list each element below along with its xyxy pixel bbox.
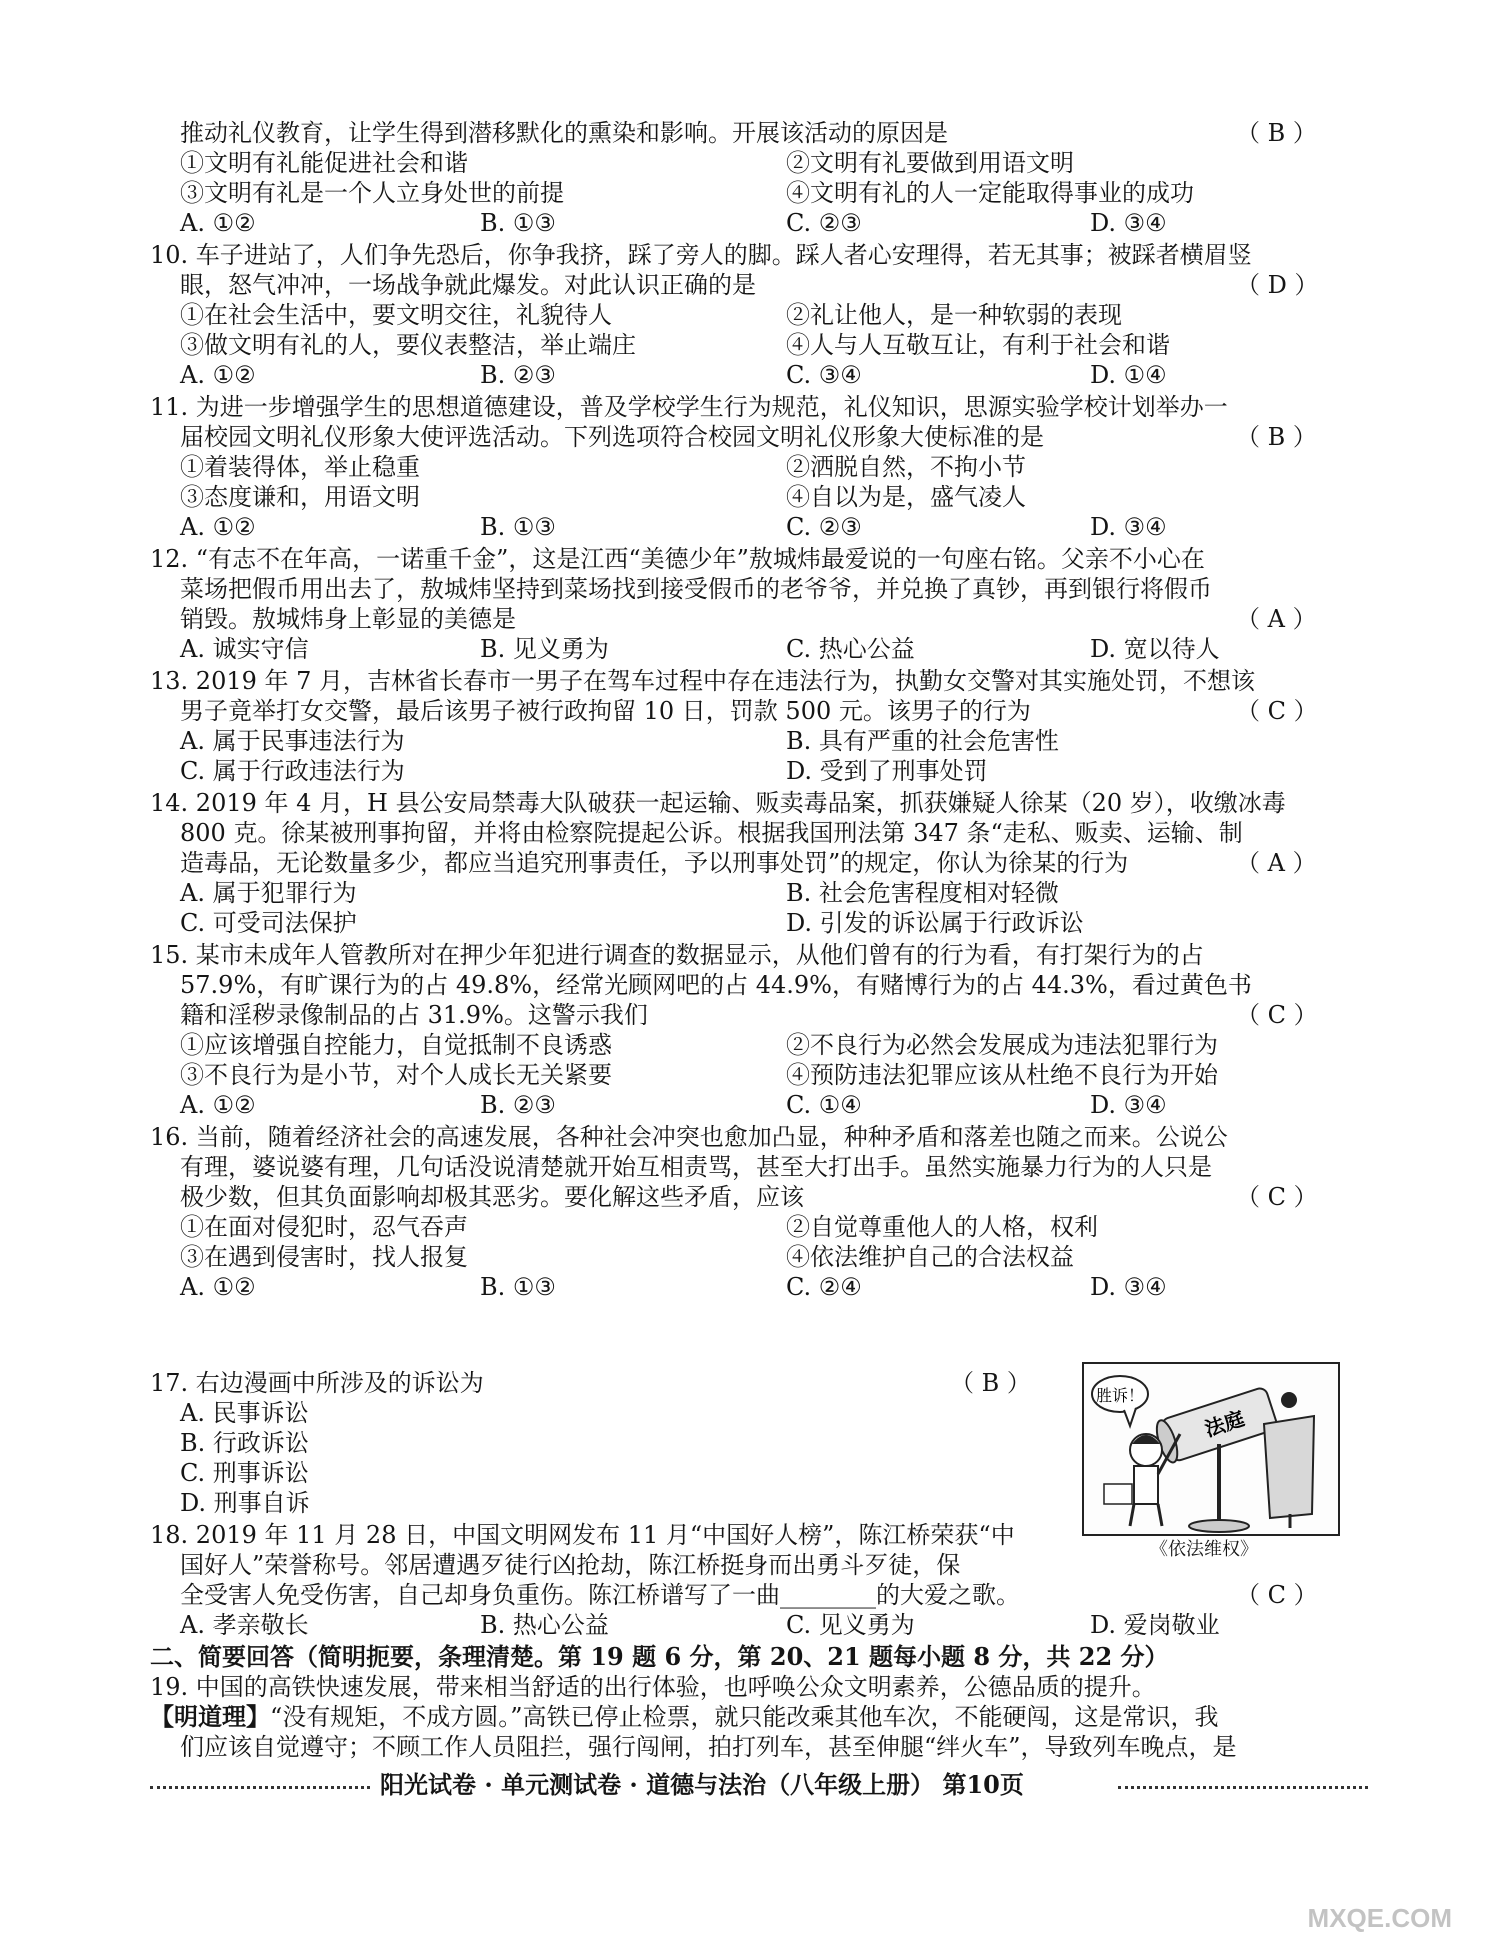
q18-line-3: 全受害人免受伤害，自己却身负重伤。陈江桥谱写了一曲________的大爱之歌。 [180,1581,1020,1609]
q9-option-2: ②文明有礼要做到用语文明 [786,149,1074,177]
q11-option-4: ④自以为是，盛气凌人 [786,483,1026,511]
q10-line-1: 10. 车子进站了，人们争先恐后，你争我挤，踩了旁人的脚。踩人者心安理得，若无其事；被踩者横眉竖 [150,241,1252,269]
q19-label: 【明道理】 [150,1702,270,1731]
q9-choice-d: D. ③④ [1090,209,1167,237]
q11-line-1: 11. 为进一步增强学生的思想道德建设，普及学校学生行为规范，礼仪知识，思源实验学校计划举办一 [150,393,1228,421]
q16-line-1: 16. 当前，随着经济社会的高速发展，各种社会冲突也愈加凸显，种种矛盾和落差也随之而来。公说公 [150,1123,1228,1151]
q16-line-3: 极少数，但其负面影响却极其恶劣。要化解这些矛盾，应该 [180,1183,804,1211]
q9-choice-b: B. ①③ [480,209,556,237]
q12-answer: （ A ） [1236,605,1317,633]
cartoon-label: 法庭 [1201,1406,1248,1442]
q15-choice-c: C. ①④ [786,1091,862,1119]
q9-option-4: ④文明有礼的人一定能取得事业的成功 [786,179,1194,207]
q11-choice-a: A. ①② [180,513,256,541]
q11-choice-b: B. ①③ [480,513,556,541]
q16-choice-b: B. ①③ [480,1273,556,1301]
q14-answer: （ A ） [1236,849,1317,877]
q13-answer: （ C ） [1236,697,1318,725]
q9-option-1: ①文明有礼能促进社会和谐 [180,149,468,177]
q15-line-2: 57.9%，有旷课行为的占 49.8%，经常光顾网吧的占 44.9%，有赌博行为的占 44.3%，看过黄色书 [180,971,1252,999]
q17-answer: （ B ） [950,1369,1031,1397]
q10-option-3: ③做文明有礼的人，要仪表整洁，举止端庄 [180,331,636,359]
q9-choice-a: A. ①② [180,209,256,237]
q18-choice-d: D. 爱岗敬业 [1090,1611,1220,1639]
q11-choice-c: C. ②③ [786,513,862,541]
q17-choice-a: A. 民事诉讼 [180,1399,309,1427]
q15-option-3: ③不良行为是小节，对个人成长无关紧要 [180,1061,612,1089]
q14-line-1: 14. 2019 年 4 月，H 县公安局禁毒大队破获一起运输、贩卖毒品案，抓获嫌疑人徐某（20 岁），收缴冰毒 [150,789,1286,817]
q17-line-1: 17. 右边漫画中所涉及的诉讼为 [150,1369,484,1397]
page-footer: 阳光试卷 · 单元测试卷 · 道德与法治（八年级上册） 第10页 [380,1770,1024,1799]
q16-option-2: ②自觉尊重他人的人格，权利 [786,1213,1098,1241]
q9-option-3: ③文明有礼是一个人立身处世的前提 [180,179,564,207]
q15-choice-b: B. ②③ [480,1091,556,1119]
q12-line-3: 销毁。敖城炜身上彰显的美德是 [180,605,516,633]
q19-line-1: 19. 中国的高铁快速发展，带来相当舒适的出行体验，也呼唤公众文明素养，公德品质的提升。 [150,1673,1156,1701]
q15-choice-a: A. ①② [180,1091,256,1119]
q16-answer: （ C ） [1236,1183,1318,1211]
q15-choice-d: D. ③④ [1090,1091,1167,1119]
q12-line-2: 菜场把假币用出去了，敖城炜坚持到菜场找到接受假币的老爷爷，并兑换了真钞，再到银行将假币 [180,575,1212,603]
q13-line-1: 13. 2019 年 7 月，吉林省长春市一男子在驾车过程中存在违法行为，执勤女交警对其实施处罚，不想该 [150,667,1256,695]
q18-choice-b: B. 热心公益 [480,1611,609,1639]
q16-option-4: ④依法维护自己的合法权益 [786,1243,1074,1271]
q16-option-3: ③在遇到侵害时，找人报复 [180,1243,468,1271]
cartoon-drawing [1084,1364,1338,1534]
q15-option-1: ①应该增强自控能力，自觉抵制不良诱惑 [180,1031,612,1059]
q9-choice-c: C. ②③ [786,209,862,237]
q19-line-3: 们应该自觉遵守；不顾工作人员阻拦，强行闯闸，拍打列车，甚至伸腿“绊火车”，导致列车晚点，是 [180,1733,1237,1761]
q10-choice-a: A. ①② [180,361,256,389]
q12-line-1: 12. “有志不在年高，一诺重千金”，这是江西“美德少年”敖城炜最爱说的一句座右铭。父亲不小心在 [150,545,1205,573]
q14-line-3: 造毒品，无论数量多少，都应当追究刑事责任，予以刑事处罚”的规定，你认为徐某的行为 [180,849,1129,877]
q10-option-1: ①在社会生活中，要文明交往，礼貌待人 [180,301,612,329]
q17-choice-c: C. 刑事诉讼 [180,1459,309,1487]
q15-line-3: 籍和淫秽录像制品的占 31.9%。这警示我们 [180,1001,648,1029]
q10-choice-b: B. ②③ [480,361,556,389]
q15-answer: （ C ） [1236,1001,1318,1029]
q12-choice-b: B. 见义勇为 [480,635,609,663]
q11-option-1: ①着装得体，举止稳重 [180,453,420,481]
q9-answer: （ B ） [1236,119,1317,147]
q14-option-b: B. 社会危害程度相对轻微 [786,879,1059,907]
footer-dots-left [150,1786,370,1789]
q16-line-2: 有理，婆说婆有理，几句话没说清楚就开始互相责骂，甚至大打出手。虽然实施暴力行为的人只是 [180,1153,1212,1181]
q18-choice-a: A. 孝亲敬长 [180,1611,309,1639]
q16-choice-d: D. ③④ [1090,1273,1167,1301]
q10-line-2: 眼，怒气冲冲，一场战争就此爆发。对此认识正确的是 [180,271,756,299]
watermark: MXQE.COM [1307,1903,1452,1933]
q18-line-1: 18. 2019 年 11 月 28 日，中国文明网发布 11 月“中国好人榜”，陈江桥荣获“中 [150,1521,1015,1549]
q13-option-c: C. 属于行政违法行为 [180,757,405,785]
q11-option-2: ②洒脱自然，不拘小节 [786,453,1026,481]
q14-option-d: D. 引发的诉讼属于行政诉讼 [786,909,1084,937]
q14-option-c: C. 可受司法保护 [180,909,357,937]
cartoon-caption: 《依法维权》 [1150,1539,1258,1560]
q11-option-3: ③态度谦和，用语文明 [180,483,420,511]
q17-choice-b: B. 行政诉讼 [180,1429,309,1457]
q10-choice-d: D. ①④ [1090,361,1167,389]
cartoon-speech: 胜诉！ [1095,1386,1145,1405]
q19-line-2-text: “没有规矩，不成方圆。”高铁已停止检票，就只能改乘其他车次，不能硬闯，这是常识，我 [270,1703,1219,1731]
q19-line-2 [150,1702,1219,1732]
q12-choice-c: C. 热心公益 [786,635,915,663]
q9-stem-tail: 推动礼仪教育，让学生得到潜移默化的熏染和影响。开展该活动的原因是 [180,119,948,147]
q14-option-a: A. 属于犯罪行为 [180,879,357,907]
q15-line-1: 15. 某市未成年人管教所对在押少年犯进行调查的数据显示，从他们曾有的行为看，有打架行为的占 [150,941,1204,969]
q16-option-1: ①在面对侵犯时，忍气吞声 [180,1213,468,1241]
q13-option-a: A. 属于民事违法行为 [180,727,405,755]
section-2-heading: 二、简要回答（简明扼要，条理清楚。第 19 题 6 分，第 20、21 题每小题 8 分，共 22 分） [150,1642,1169,1671]
q11-answer: （ B ） [1236,423,1317,451]
q13-line-2: 男子竟举打女交警，最后该男子被行政拘留 10 日，罚款 500 元。该男子的行为 [180,697,1031,725]
cartoon-illustration [1082,1362,1340,1536]
q16-choice-a: A. ①② [180,1273,256,1301]
q18-line-2: 国好人”荣誉称号。邻居遭遇歹徒行凶抢劫，陈江桥挺身而出勇斗歹徒，保 [180,1551,961,1579]
q15-option-2: ②不良行为必然会发展成为违法犯罪行为 [786,1031,1218,1059]
q12-choice-a: A. 诚实守信 [180,635,309,663]
q15-option-4: ④预防违法犯罪应该从杜绝不良行为开始 [786,1061,1218,1089]
footer-dots-right [1118,1786,1368,1789]
q14-line-2: 800 克。徐某被刑事拘留，并将由检察院提起公诉。根据我国刑法第 347 条“走私、贩卖、运输、制 [180,819,1243,847]
q11-choice-d: D. ③④ [1090,513,1167,541]
q10-choice-c: C. ③④ [786,361,862,389]
q10-option-2: ②礼让他人，是一种软弱的表现 [786,301,1122,329]
q13-option-d: D. 受到了刑事处罚 [786,757,988,785]
q12-choice-d: D. 宽以待人 [1090,635,1220,663]
q10-answer: （ D ） [1236,271,1319,299]
q11-line-2: 届校园文明礼仪形象大使评选活动。下列选项符合校园文明礼仪形象大使标准的是 [180,423,1044,451]
q18-answer: （ C ） [1236,1581,1318,1609]
q17-choice-d: D. 刑事自诉 [180,1489,310,1517]
q10-option-4: ④人与人互敬互让，有利于社会和谐 [786,331,1170,359]
q13-option-b: B. 具有严重的社会危害性 [786,727,1059,755]
q18-choice-c: C. 见义勇为 [786,1611,915,1639]
q16-choice-c: C. ②④ [786,1273,862,1301]
